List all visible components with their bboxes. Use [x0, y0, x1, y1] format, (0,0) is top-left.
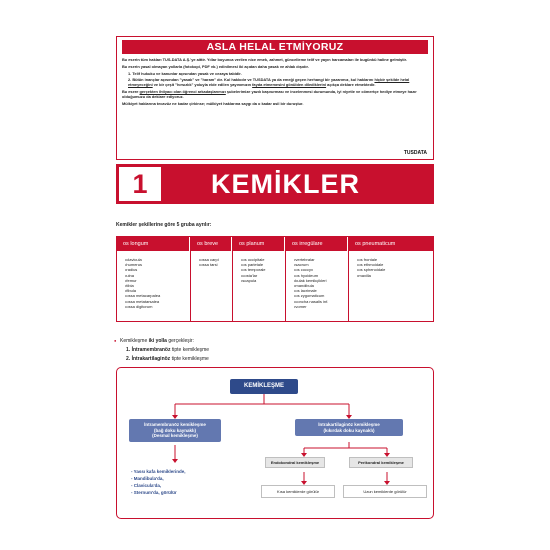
bone-item: • tibia: [125, 283, 190, 288]
bone-item: • os ethmoidale: [357, 262, 433, 267]
bone-item: • ossa tarsi: [199, 262, 232, 267]
bone-item: • os zygomaticum: [294, 293, 348, 298]
bone-item: • kulak kemikçikleri: [294, 278, 348, 283]
ossification-diagram: [116, 367, 434, 519]
perichondral-box: Perikondral kemikleşme: [349, 457, 413, 468]
bone-item: • ossa metacarpalea: [125, 293, 190, 298]
bone-item: • ossa carpi: [199, 257, 232, 262]
bone-group-header: os planum: [233, 237, 285, 251]
ossification-way-2: 2. İntrakartilaginöz tipte kemikleşme: [126, 356, 209, 362]
bone-item: • mandibula: [294, 283, 348, 288]
bone-item: • os occipitale: [241, 257, 285, 262]
bone-item: • vertebralar: [294, 257, 348, 262]
bone-group-header: os longum: [117, 237, 190, 251]
bone-group-column: [349, 237, 433, 321]
bone-item: • os lacrimale: [294, 288, 348, 293]
endochondral-box: Endokondral kemikleşme: [265, 457, 325, 468]
bone-item: • os hyoideum: [294, 273, 348, 278]
bone-group-column: [233, 237, 286, 321]
ossification-sentence: ● Kemikleşme iki yolla gerçekleşir:: [120, 338, 194, 344]
bone-item: • humerus: [125, 262, 190, 267]
bone-item: • scapula: [241, 278, 285, 283]
notice-paragraph-1: Bu eserin tüm hakları TUS-DATA A.Ş.'ye aittir. Yıllar boyunca verilen nice emek, zahmet, güncelleme telif ve yayın harcamaları ile bugünkü haline gelmiştir.: [122, 57, 407, 62]
copyright-notice: [116, 36, 434, 160]
notice-title: ASLA HELAL ETMİYORUZ: [122, 40, 428, 54]
bone-group-header: os irregülare: [286, 237, 348, 251]
ossification-way-1: 1. İntramembranöz tipte kemikleşme: [126, 347, 210, 353]
bone-item: • ulna: [125, 273, 190, 278]
example-item: - Mandibula'da,: [131, 475, 185, 482]
intramembranous-box: İntramembranöz kemikleşme (bağ doku kaynaklı) (Desmal kemikleşme): [129, 419, 221, 442]
brand-label: TUSDATA: [403, 150, 427, 156]
notice-item-1: 1. Telif hukuku ve kanunlar açısından yasak ve cezaya tabidir.: [128, 71, 242, 76]
notice-item-2: 2. Bütün inançlar açısından "yasak" ve "haram" dır. Kul hakkıdır ve TUSDATA ya da emeği geçen herhangi bir yazarımız, kul haklarını hiçbir şekilde helal etmeyeceğini ve bir çeşit "hırsızlık" yoluyla elde edilen yayınımızın fayda etmemesini gönülden dilediklerini açıkça deklare etmektedir.: [128, 77, 410, 87]
notice-paragraph-4: Mülkiyet haklarına tecavüz ne kadar çirkinse; mülkiyet haklarına saygı da o kadar asil bir duruştur.: [122, 101, 304, 106]
bone-item: • femur: [125, 278, 190, 283]
bone-item: • os coccyx: [294, 267, 348, 272]
intramembranous-examples: [131, 468, 185, 496]
perichondral-leaf: Uzun kemiklerde görülür: [343, 485, 427, 498]
diagram-root: KEMİKLEŞME: [230, 379, 298, 394]
bone-item: • os temporale: [241, 267, 285, 272]
bone-item: • radius: [125, 267, 190, 272]
bone-item: • concha nasalis inf.: [294, 299, 348, 304]
bone-item: • maxilla: [357, 273, 433, 278]
bone-item: • ossa metatarsalea: [125, 299, 190, 304]
bone-group-header: os breve: [191, 237, 232, 251]
bone-item: • vomer: [294, 304, 348, 309]
endochondral-leaf: Kısa kemiklerde görülür: [261, 485, 335, 498]
example-item: - Clavicula'da,: [131, 482, 185, 489]
intracartilaginous-box: İntrakartilaginöz kemikleşme (kıkırdak doku kaynaklı): [295, 419, 403, 436]
bone-group-column: [117, 237, 191, 321]
bone-item: • clavicula: [125, 257, 190, 262]
bone-group-column: [286, 237, 349, 321]
chapter-number: 1: [119, 167, 161, 201]
bone-item: • costa'lar: [241, 273, 285, 278]
example-item: - Sternum'da, görülür: [131, 489, 185, 496]
bone-group-column: [191, 237, 233, 321]
bone-group-header: os pneumaticum: [349, 237, 433, 251]
example-item: - Yassı kafa kemiklerinde,: [131, 468, 185, 475]
bone-item: • os parietale: [241, 262, 285, 267]
notice-paragraph-2: Bu eserin yasal olmayan yollarla (fotokopi, PDF vb.) edinilmesi iki açıdan daha yasak ve ahlak dışıdır.: [122, 64, 309, 69]
bone-item: • sacrum: [294, 262, 348, 267]
intro-text: Kemikler şekillerine göre 5 gruba ayrılır:: [116, 222, 212, 228]
notice-paragraph-3: Bu esere gerçekten ihtiyacı olan öğrenci arkadaşlarımızı şubelerimize yazılı başvurması ve incelenmesi durumunda, iyi niyetle ve cömertçe hediye etmeye hazır olduğumuzu da deklare ediyoruz.: [122, 89, 417, 99]
bone-item: • ossa digitorum: [125, 304, 190, 309]
chapter-title: KEMİKLER: [211, 169, 360, 199]
bone-item: • os sphenoidale: [357, 267, 433, 272]
bone-groups-table: [116, 236, 434, 322]
bone-item: • os frontale: [357, 257, 433, 262]
chapter-header: [116, 164, 434, 204]
bone-item: • fibula: [125, 288, 190, 293]
